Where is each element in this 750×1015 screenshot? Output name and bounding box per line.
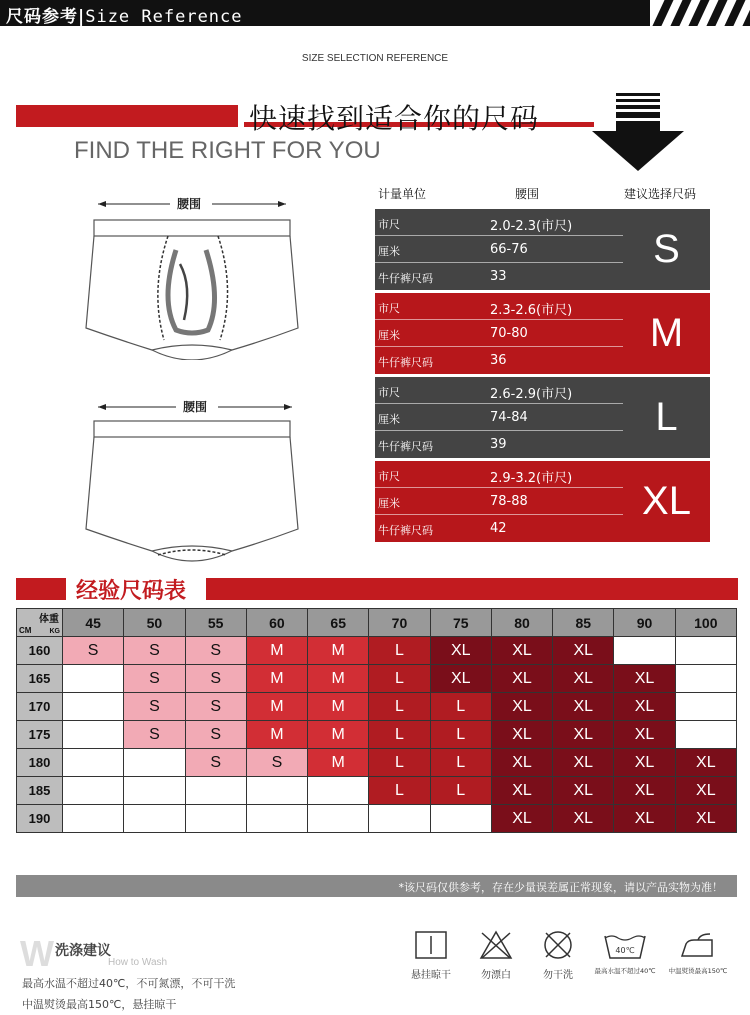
size-cell: XL xyxy=(614,805,675,833)
header-suggested-size: 建议选择尺码 xyxy=(624,187,697,201)
size-cell: S xyxy=(124,665,185,693)
row-shichi: 市尺 2.3-2.6(市尺) xyxy=(375,293,623,320)
size-cell: M xyxy=(308,693,369,721)
size-cell: L xyxy=(430,721,491,749)
size-cell: M xyxy=(308,721,369,749)
wash-40-icon: 40℃ 最高水温不超过40℃ xyxy=(590,930,660,975)
size-cell xyxy=(63,777,124,805)
no-bleach-icon: 勿漂白 xyxy=(474,930,518,981)
size-cell: S xyxy=(185,693,246,721)
row-cm: 厘米 78-88 xyxy=(375,488,623,515)
size-cell: S xyxy=(63,637,124,665)
height-row-160 xyxy=(17,637,737,665)
header-title-cn: 尺码参考 xyxy=(6,7,78,27)
size-cell xyxy=(246,805,307,833)
size-cell xyxy=(614,637,675,665)
height-row-185 xyxy=(17,777,737,805)
size-cell: XL xyxy=(491,665,552,693)
weight-header-80: 80 xyxy=(491,609,552,637)
height-row-165 xyxy=(17,665,737,693)
size-group-xl xyxy=(375,461,710,542)
size-cell: M xyxy=(308,749,369,777)
size-reference-table xyxy=(375,180,710,542)
size-cell: L xyxy=(369,721,430,749)
weight-header-100: 100 xyxy=(675,609,736,637)
size-cell xyxy=(369,805,430,833)
size-cell: S xyxy=(185,637,246,665)
wash-title: 洗涤建议 xyxy=(55,943,111,959)
size-cell: M xyxy=(246,721,307,749)
size-label-xl: XL xyxy=(642,479,691,523)
header-bar xyxy=(0,0,750,26)
briefs-back-illustration xyxy=(80,395,305,565)
size-cell: XL xyxy=(491,805,552,833)
row-cm: 厘米 66-76 xyxy=(375,236,623,263)
size-cell: S xyxy=(185,721,246,749)
weight-header-60: 60 xyxy=(246,609,307,637)
header-title xyxy=(6,2,243,27)
size-cell: M xyxy=(308,665,369,693)
size-cell xyxy=(63,693,124,721)
size-cell: XL xyxy=(491,749,552,777)
size-cell: L xyxy=(430,749,491,777)
size-cell: XL xyxy=(553,805,614,833)
no-dry-clean-icon: 勿干洗 xyxy=(536,930,580,981)
size-cell: XL xyxy=(614,777,675,805)
row-jeans: 牛仔裤尺码 42 xyxy=(378,521,507,537)
row-shichi: 市尺 2.6-2.9(市尺) xyxy=(375,377,623,404)
size-cell xyxy=(430,805,491,833)
height-label: 180 xyxy=(17,749,63,777)
row-jeans: 牛仔裤尺码 36 xyxy=(378,353,507,369)
height-row-170 xyxy=(17,693,737,721)
svg-text:40℃: 40℃ xyxy=(615,946,635,955)
header-stripes xyxy=(650,0,750,26)
size-label-m: M xyxy=(649,311,684,355)
weight-header-75: 75 xyxy=(430,609,491,637)
header-title-en: Size Reference xyxy=(85,7,243,27)
height-label: 185 xyxy=(17,777,63,805)
size-cell xyxy=(185,777,246,805)
height-row-175 xyxy=(17,721,737,749)
row-shichi: 市尺 2.0-2.3(市尺) xyxy=(375,209,623,236)
row-jeans: 牛仔裤尺码 39 xyxy=(378,437,507,453)
height-label: 165 xyxy=(17,665,63,693)
disclaimer-bar xyxy=(16,875,737,897)
size-cell xyxy=(308,805,369,833)
size-cell: M xyxy=(246,637,307,665)
row-jeans: 牛仔裤尺码 33 xyxy=(378,269,507,285)
heading-band-left xyxy=(16,105,238,127)
corner-cell: 体重 CM KG xyxy=(17,609,63,637)
size-cell: XL xyxy=(614,749,675,777)
chart-band-left xyxy=(16,578,66,600)
size-cell xyxy=(675,721,736,749)
size-cell: XL xyxy=(491,721,552,749)
size-cell: S xyxy=(185,665,246,693)
waist-label-1: 腰围 xyxy=(177,197,202,211)
weight-header-70: 70 xyxy=(369,609,430,637)
height-label: 170 xyxy=(17,693,63,721)
size-group-l xyxy=(375,377,710,458)
size-cell xyxy=(63,749,124,777)
height-label: 175 xyxy=(17,721,63,749)
header-divider: | xyxy=(78,7,86,27)
row-shichi: 市尺 2.9-3.2(市尺) xyxy=(375,461,623,488)
size-cell: XL xyxy=(553,749,614,777)
size-cell xyxy=(246,777,307,805)
wash-title-en: How to Wash xyxy=(108,957,168,968)
size-cell: XL xyxy=(553,637,614,665)
iron-icon: 中温熨烫最高150℃ xyxy=(662,930,734,975)
size-cell: XL xyxy=(491,637,552,665)
size-reference-header xyxy=(375,180,710,206)
weight-header-50: 50 xyxy=(124,609,185,637)
subtitle: SIZE SELECTION REFERENCE xyxy=(301,53,449,64)
wash-instruction-2: 中温熨烫最高150℃，悬挂晾干 xyxy=(22,998,177,1011)
size-cell: S xyxy=(246,749,307,777)
size-cell: S xyxy=(185,749,246,777)
height-label: 190 xyxy=(17,805,63,833)
row-cm: 厘米 74-84 xyxy=(375,404,623,431)
size-cell xyxy=(124,749,185,777)
weight-header-row xyxy=(17,609,737,637)
size-cell: XL xyxy=(614,665,675,693)
hang-dry-icon: 悬挂晾干 xyxy=(406,930,456,981)
size-cell xyxy=(675,637,736,665)
size-cell: XL xyxy=(553,665,614,693)
wash-instruction-1: 最高水温不超过40℃，不可氮漂，不可干洗 xyxy=(22,977,236,990)
weight-header-55: 55 xyxy=(185,609,246,637)
heading-en: FIND THE RIGHT FOR YOU xyxy=(74,137,381,164)
size-cell: XL xyxy=(553,693,614,721)
size-cell: L xyxy=(369,693,430,721)
weight-header-45: 45 xyxy=(63,609,124,637)
disclaimer-text: *该尺码仅供参考，存在少量误差属正常现象，请以产品实物为准！ xyxy=(398,881,723,894)
size-cell: XL xyxy=(675,805,736,833)
size-cell: L xyxy=(430,777,491,805)
size-cell xyxy=(124,805,185,833)
size-cell: XL xyxy=(491,777,552,805)
height-row-190 xyxy=(17,805,737,833)
weight-header-85: 85 xyxy=(553,609,614,637)
size-cell: XL xyxy=(430,665,491,693)
size-cell xyxy=(63,721,124,749)
weight-header-65: 65 xyxy=(308,609,369,637)
size-cell: L xyxy=(430,693,491,721)
size-cell xyxy=(185,805,246,833)
size-cell: S xyxy=(124,637,185,665)
header-unit: 计量单位 xyxy=(378,187,427,201)
size-cell: S xyxy=(124,693,185,721)
heading-cn: 快速找到适合你的尺码 xyxy=(249,102,540,135)
size-cell xyxy=(308,777,369,805)
size-cell: XL xyxy=(553,721,614,749)
row-cm: 厘米 70-80 xyxy=(375,320,623,347)
header-waist: 腰围 xyxy=(515,187,540,201)
size-cell xyxy=(63,665,124,693)
chart-band-right xyxy=(206,578,738,600)
size-cell: L xyxy=(369,749,430,777)
experience-size-table xyxy=(16,608,737,833)
size-label-l: L xyxy=(655,395,678,439)
down-arrow-icon xyxy=(592,93,684,171)
size-cell: L xyxy=(369,777,430,805)
size-cell: L xyxy=(369,665,430,693)
wash-logo-letter: W xyxy=(20,933,54,974)
size-cell: S xyxy=(124,721,185,749)
weight-header-90: 90 xyxy=(614,609,675,637)
size-cell: M xyxy=(246,665,307,693)
height-label: 160 xyxy=(17,637,63,665)
size-cell xyxy=(675,665,736,693)
size-cell xyxy=(63,805,124,833)
size-cell: XL xyxy=(675,749,736,777)
size-cell: XL xyxy=(491,693,552,721)
size-cell: L xyxy=(369,637,430,665)
size-cell: M xyxy=(308,637,369,665)
size-cell: XL xyxy=(553,777,614,805)
size-cell: M xyxy=(246,693,307,721)
size-cell: XL xyxy=(614,721,675,749)
size-label-s: S xyxy=(653,227,680,271)
waist-label-2: 腰围 xyxy=(183,400,208,414)
size-cell: XL xyxy=(430,637,491,665)
size-cell xyxy=(675,693,736,721)
size-cell xyxy=(124,777,185,805)
size-group-s xyxy=(375,209,710,290)
briefs-front-illustration xyxy=(80,190,305,360)
size-group-m xyxy=(375,293,710,374)
height-row-180 xyxy=(17,749,737,777)
experience-chart-title: 经验尺码表 xyxy=(76,579,187,604)
size-cell: XL xyxy=(675,777,736,805)
size-cell: XL xyxy=(614,693,675,721)
